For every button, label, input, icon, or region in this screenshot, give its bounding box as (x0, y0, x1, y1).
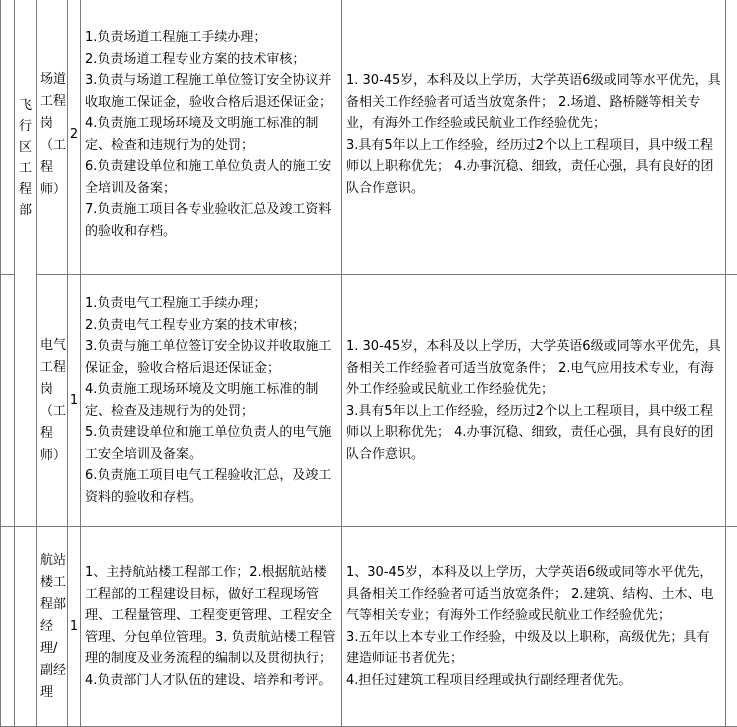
duty-item: 1.负责电气工程施工手续办理； (85, 293, 338, 315)
headcount-cell (68, 0, 81, 275)
requirement-item: 4.担任过建筑工程项目经理或执行副经理者优先。 (346, 670, 722, 692)
duty-item: 4.负责施工现场环境及文明施工标准的制定、检查和违规行为的处罚； (85, 113, 338, 156)
blank-cell (726, 527, 737, 727)
requirements-list (346, 336, 722, 465)
duties-cell (81, 527, 342, 727)
duties-cell (81, 275, 342, 527)
headcount: 2 (70, 127, 78, 142)
blank-cell (1, 0, 15, 275)
duties-list (85, 293, 338, 508)
duty-item: 5.负责建设单位和施工单位负责人的电气施工安全培训及备案。 (85, 422, 338, 465)
requirement-item: 1. 30-45岁，本科及以上学历，大学英语6级或同等水平优先，具备相关工作经验者可适当放宽条件； 2.场道、路桥隧等相关专业，有海外工作经验或民航业工作经验优先； (346, 70, 722, 135)
post-name: 航站楼工程部经理/副经理 (40, 553, 66, 700)
table-row (1, 0, 737, 275)
duty-item: 6.负责建设单位和施工单位负责人的施工安全培训及备案； (85, 156, 338, 199)
table-row (1, 527, 737, 727)
duty-item: 2.负责场道工程专业方案的技术审核； (85, 49, 338, 71)
duty-item: 7.负责施工项目各专业验收汇总及竣工资料的验收和存档。 (85, 199, 338, 242)
table-row (1, 275, 737, 527)
headcount-cell (68, 275, 81, 527)
duty-item: 4.负责施工现场环境及文明施工标准的制定、检查及违规行为的处罚； (85, 379, 338, 422)
headcount: 1 (70, 393, 78, 408)
headcount: 1 (70, 619, 78, 634)
duty-item: 3.负责与施工单位签订安全协议并收取施工保证金，验收合格后退还保证金； (85, 336, 338, 379)
requirement-item: 1. 30-45岁，本科及以上学历，大学英语6级或同等水平优先，具备相关工作经验者可适当放宽条件； 2.电气应用技术专业，有海外工作经验或民航业工作经验优先； (346, 336, 722, 401)
duty-item: 2.负责电气工程专业方案的技术审核； (85, 315, 338, 337)
requirement-item: 1、30-45岁，本科及以上学历，大学英语6级或同等水平优先，具备相关工作经验者可适当放宽条件； 2.建筑、结构、土木、电气等相关专业；有海外工作经验或民航业工作经验优先； (346, 562, 722, 627)
duties-cell (81, 0, 342, 275)
duty-item: 1.负责场道工程施工手续办理； (85, 27, 338, 49)
post-name-cell (37, 275, 68, 527)
blank-cell (726, 0, 737, 275)
requirement-item: 3.具有5年以上工作经验，经历过2个以上工程项目，具中级工程师以上职称优先； 4.办事沉稳、细致，责任心强，具有良好的团队合作意识。 (346, 135, 722, 200)
blank-cell (15, 527, 37, 727)
blank-cell (1, 275, 15, 527)
requirements-cell (342, 275, 726, 527)
post-name: 电气工程岗（工程师） (40, 338, 66, 463)
requirement-item: 3.五年以上本专业工作经验，中级及以上职称，高级优先；具有建造师证书者优先； (346, 627, 722, 670)
blank-cell (1, 527, 15, 727)
duties-list (85, 562, 338, 691)
requirements-list (346, 562, 722, 691)
post-name: 场道工程岗（工程师） (40, 72, 66, 197)
requirements-cell (342, 0, 726, 275)
requirements-cell (342, 527, 726, 727)
post-name-cell (37, 527, 68, 727)
duty-item: 3.负责与场道工程施工单位签订安全协议并收取施工保证金，验收合格后退还保证金； (85, 70, 338, 113)
requirements-list (346, 70, 722, 199)
department-cell (15, 0, 37, 527)
department-name: 飞行区工程部 (19, 95, 33, 221)
requirement-item: 3.具有5年以上工作经验，经历过2个以上工程项目，具中级工程师以上职称优先； 4.办事沉稳、细致，责任心强，具有良好的团队合作意识。 (346, 401, 722, 466)
duties-list (85, 27, 338, 242)
duty-item: 6.负责施工项目电气工程验收汇总，及竣工资料的验收和存档。 (85, 465, 338, 508)
blank-cell (726, 275, 737, 527)
headcount-cell (68, 527, 81, 727)
duty-item: 1、主持航站楼工程部工作；2.根据航站楼工程部的工程建设目标，做好工程现场管理、工程量管理、工程变更管理、工程安全管理、分包单位管理。3. 负责航站楼工程管理的制度及业务流程的编制以及贯彻执行；4.负责部门人才队伍的建设、培养和考评。 (85, 562, 338, 691)
post-name-cell (37, 0, 68, 275)
